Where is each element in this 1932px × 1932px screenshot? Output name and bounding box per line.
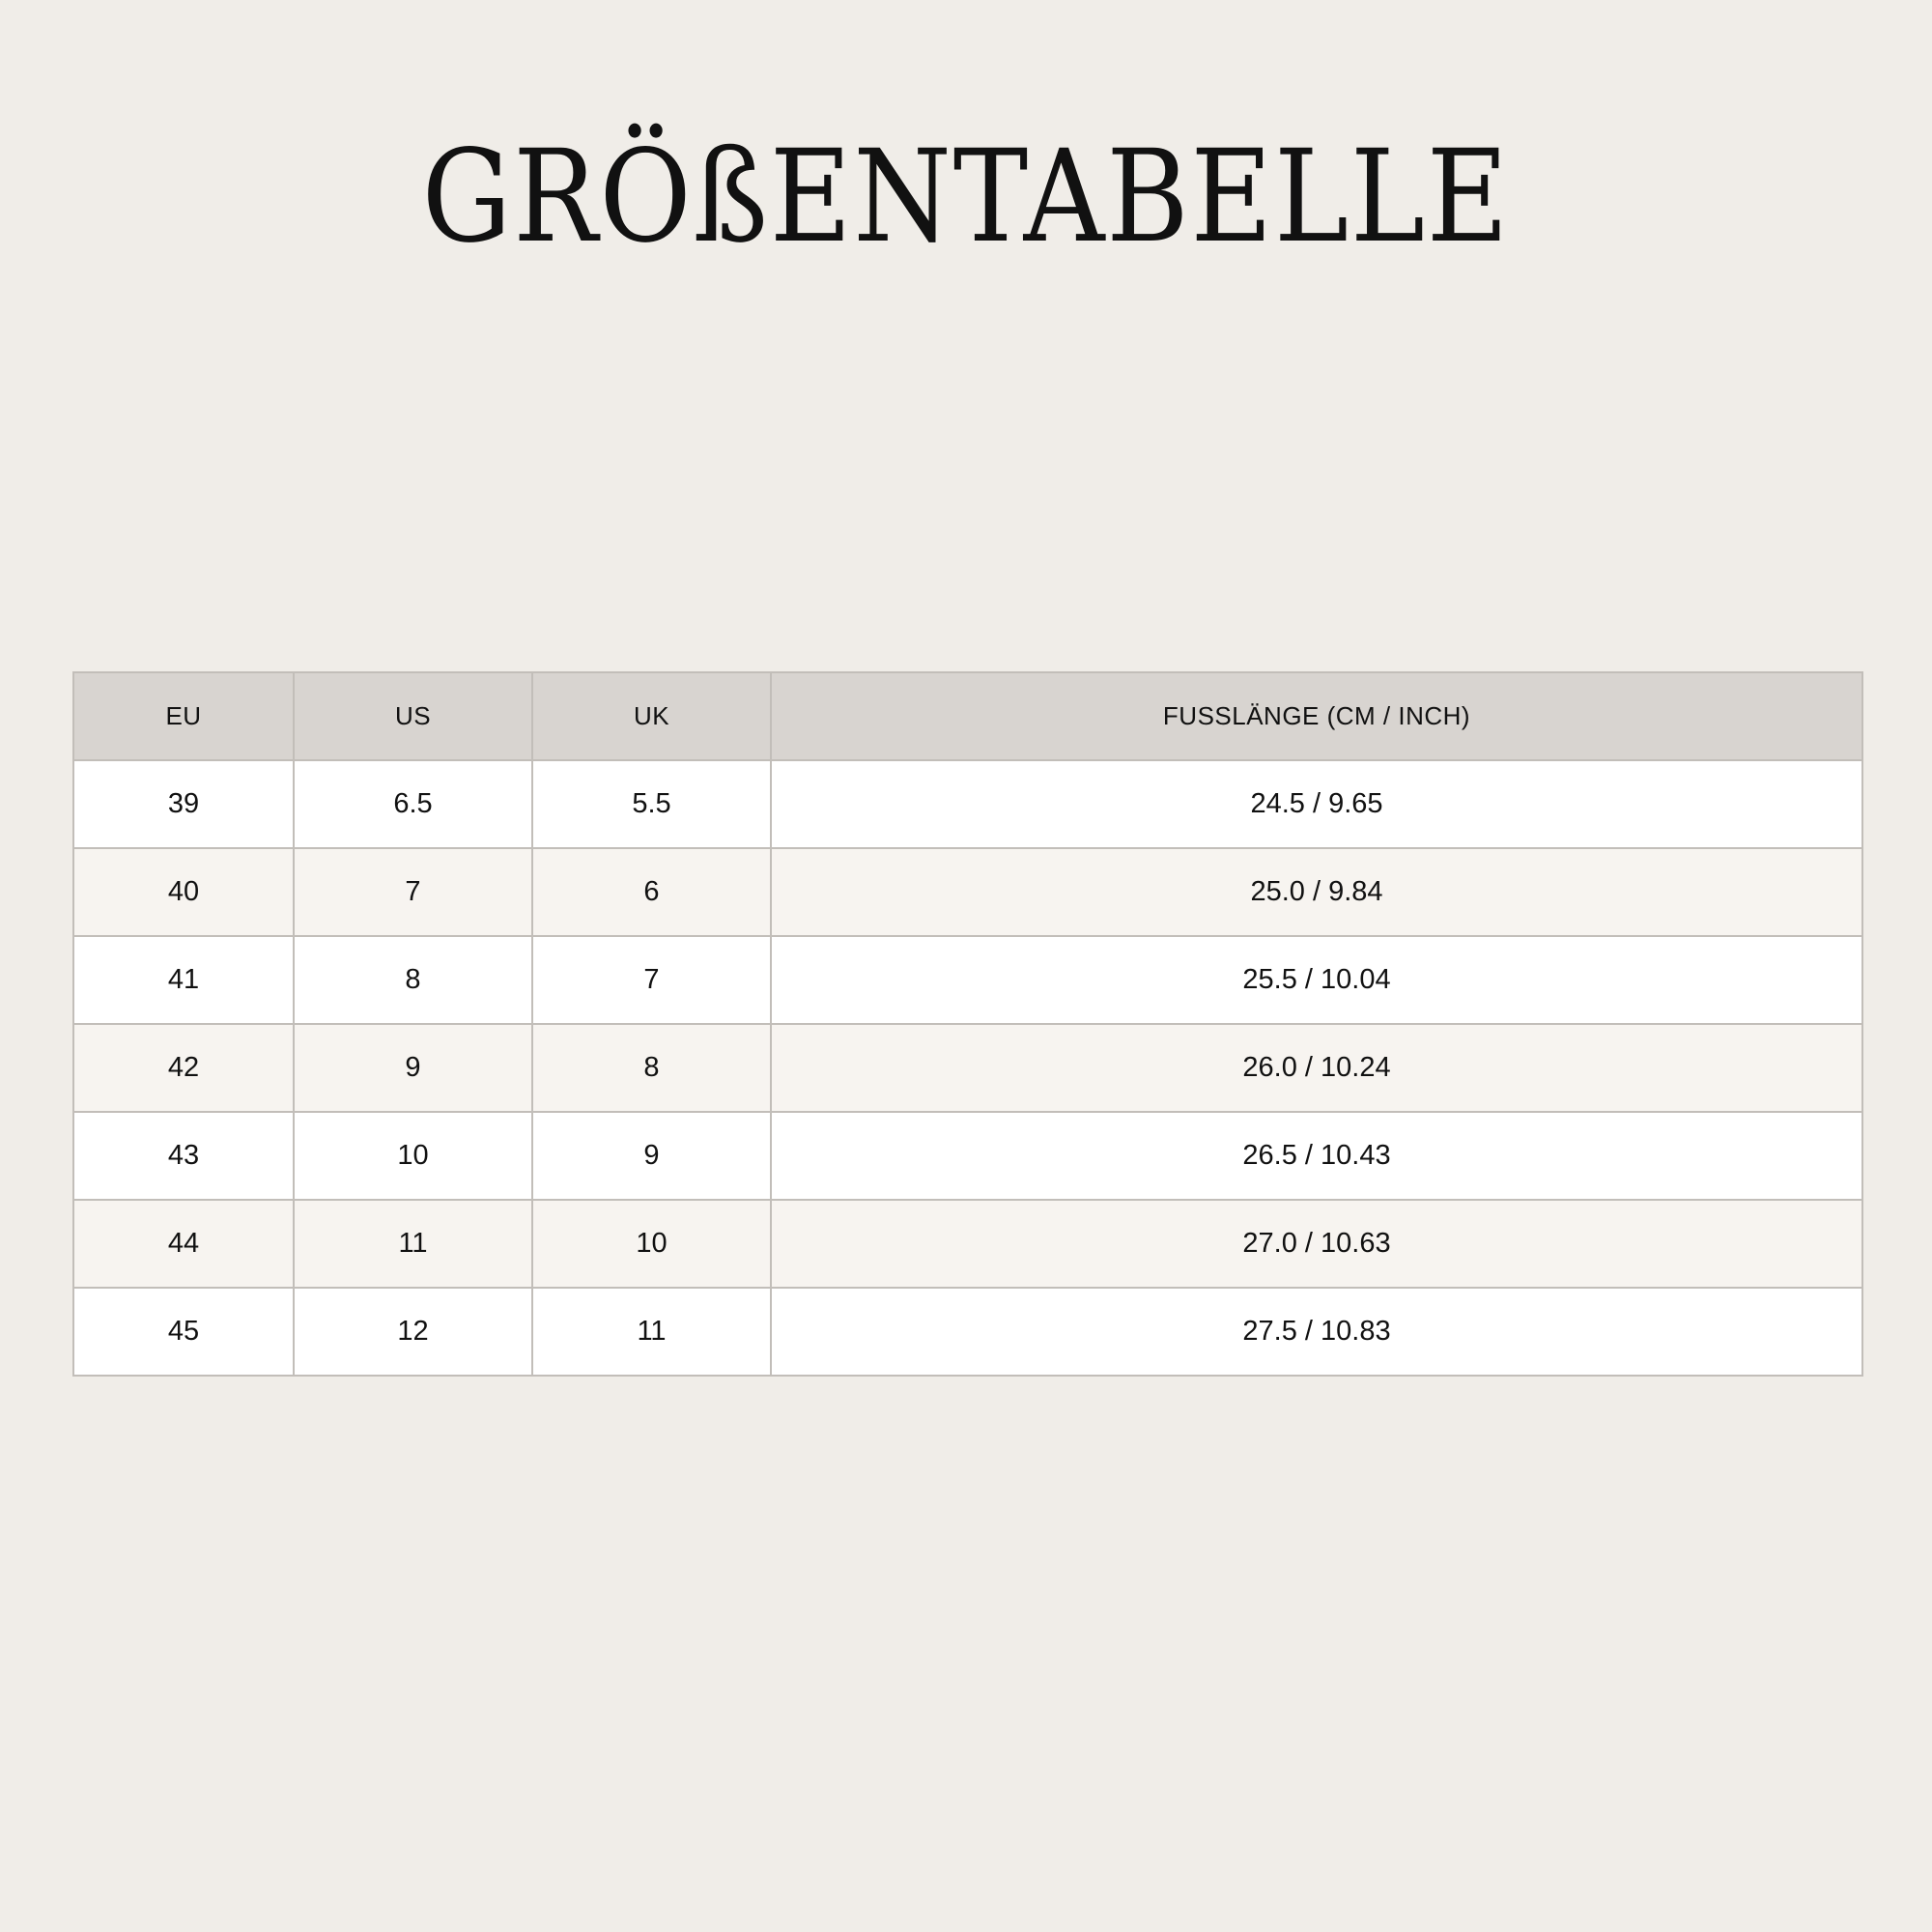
cell-us: 9 [294, 1024, 532, 1112]
table-row [73, 1024, 1862, 1112]
header-foot-length: FUSSLÄNGE (CM / INCH) [771, 672, 1862, 760]
cell-uk: 7 [532, 936, 771, 1024]
table-row [73, 1288, 1862, 1376]
cell-uk: 5.5 [532, 760, 771, 848]
cell-eu: 41 [73, 936, 294, 1024]
cell-uk: 11 [532, 1288, 771, 1376]
cell-uk: 8 [532, 1024, 771, 1112]
cell-uk: 10 [532, 1200, 771, 1288]
cell-us: 8 [294, 936, 532, 1024]
cell-foot-length: 25.5 / 10.04 [771, 936, 1862, 1024]
cell-foot-length: 24.5 / 9.65 [771, 760, 1862, 848]
cell-us: 12 [294, 1288, 532, 1376]
table-row [73, 1112, 1862, 1200]
cell-eu: 39 [73, 760, 294, 848]
table-row [73, 848, 1862, 936]
cell-foot-length: 26.0 / 10.24 [771, 1024, 1862, 1112]
header-eu: EU [73, 672, 294, 760]
cell-us: 11 [294, 1200, 532, 1288]
cell-uk: 9 [532, 1112, 771, 1200]
cell-us: 6.5 [294, 760, 532, 848]
cell-foot-length: 27.5 / 10.83 [771, 1288, 1862, 1376]
cell-eu: 40 [73, 848, 294, 936]
cell-uk: 6 [532, 848, 771, 936]
cell-foot-length: 27.0 / 10.63 [771, 1200, 1862, 1288]
table-row [73, 936, 1862, 1024]
cell-eu: 43 [73, 1112, 294, 1200]
cell-eu: 45 [73, 1288, 294, 1376]
cell-us: 7 [294, 848, 532, 936]
cell-foot-length: 25.0 / 9.84 [771, 848, 1862, 936]
cell-eu: 44 [73, 1200, 294, 1288]
header-uk: UK [532, 672, 771, 760]
header-us: US [294, 672, 532, 760]
cell-eu: 42 [73, 1024, 294, 1112]
size-chart-table [72, 671, 1863, 1377]
cell-foot-length: 26.5 / 10.43 [771, 1112, 1862, 1200]
page-title: GRÖßENTABELLE [421, 123, 1511, 272]
table-row [73, 760, 1862, 848]
cell-us: 10 [294, 1112, 532, 1200]
table-row [73, 1200, 1862, 1288]
table-header-row [73, 672, 1862, 760]
